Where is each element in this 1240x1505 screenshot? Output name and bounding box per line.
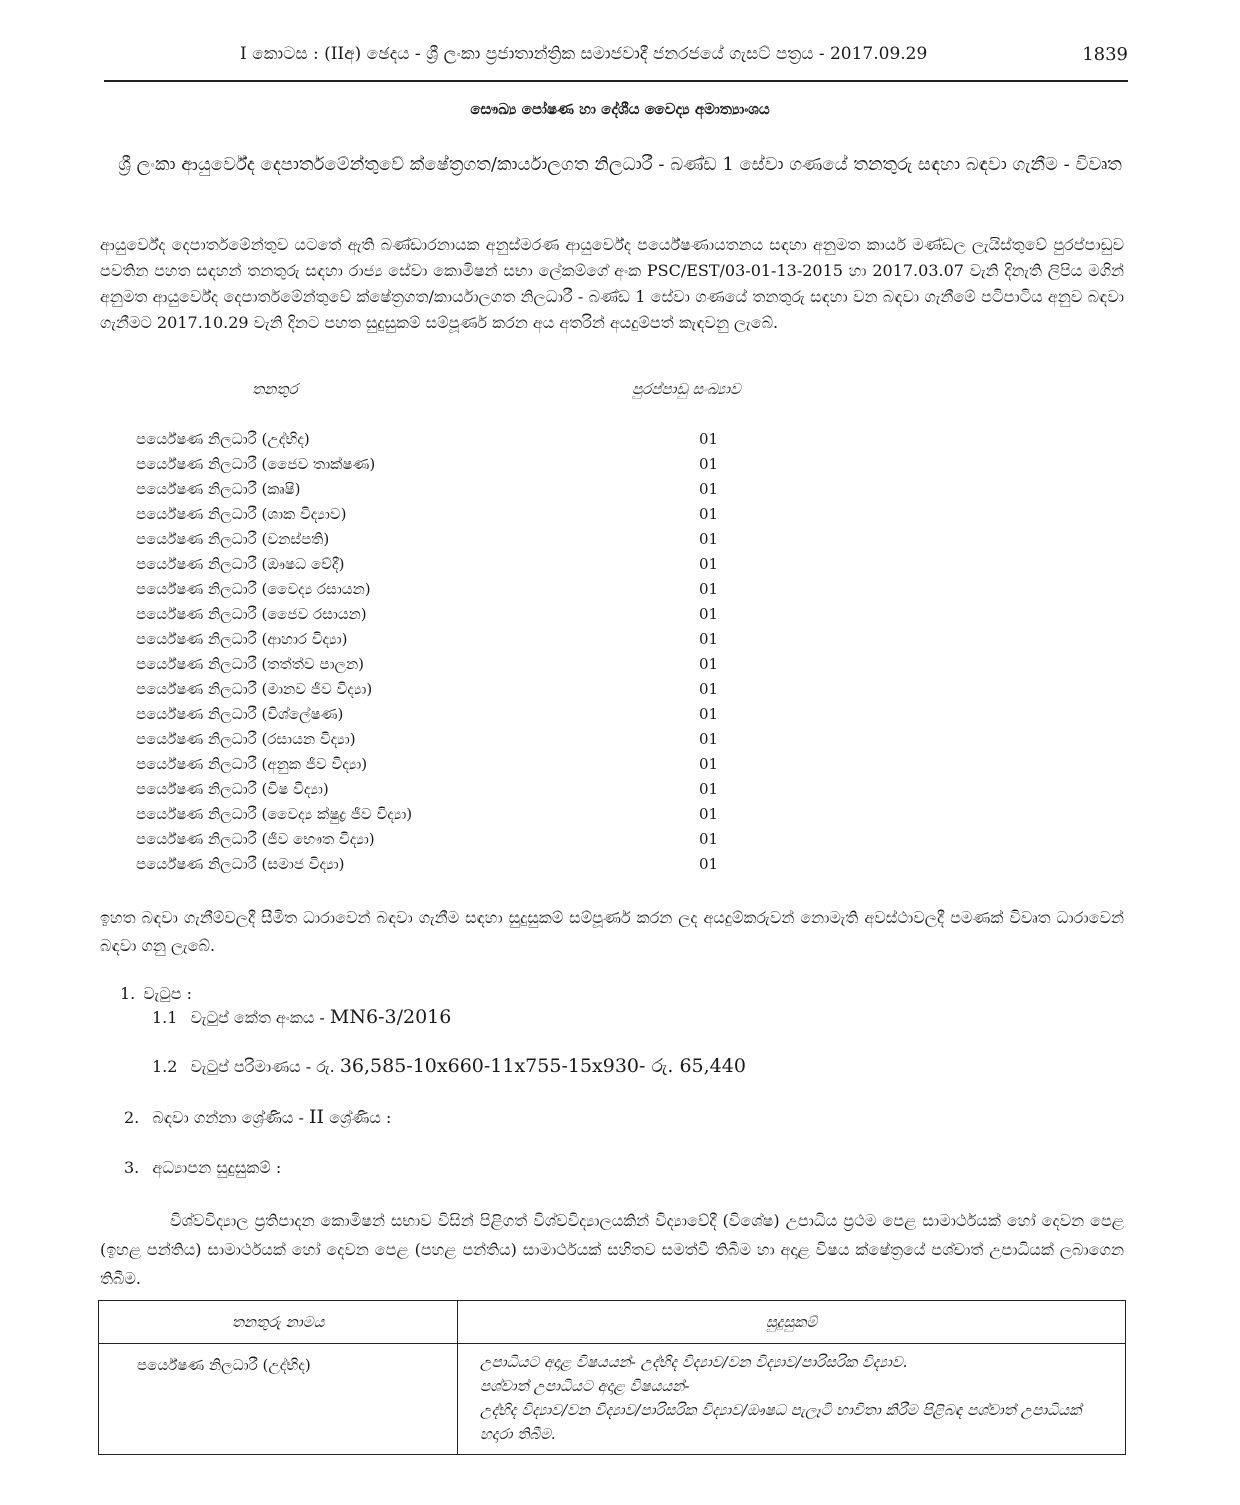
post-name: පර්යේෂණ නිලධාරී (උද්භිද) xyxy=(136,430,310,448)
post-name: පර්යේෂණ නිලධාරී (මානව ජීව විද්‍යා) xyxy=(136,680,373,698)
vacancy-count: 01 xyxy=(699,855,719,873)
open-stream-note: ඉහත බඳවා ගැනීම්වලදී සීමිත ධාරාවෙන් බඳවා ගැනීම සඳහා සුදුසුකම් සම්පූර්ණ කරන ලද අයදුම්කරුවන් නොමැති අවස්ථාවලදී පමණක් විවෘත ධාරාවෙන් බඳවා ගනු ලැබේ. xyxy=(100,908,1124,955)
list-item xyxy=(136,755,756,780)
post-name: පර්යේෂණ නිලධාරී (ශාක විද්‍යාව) xyxy=(136,505,347,523)
list-item xyxy=(136,455,756,480)
vacancy-count: 01 xyxy=(699,655,719,673)
section-number: 3. xyxy=(124,1158,140,1177)
section-number: 1. xyxy=(120,984,136,1003)
vacancy-count: 01 xyxy=(699,555,719,573)
vacancy-count: 01 xyxy=(699,430,719,448)
post-name: පර්යේෂණ නිලධාරී (ඖෂධ වේදී) xyxy=(136,555,345,573)
section-education xyxy=(124,1158,281,1178)
post-name: පර්යේෂණ නිලධාරී (ජෛව රසායන) xyxy=(136,605,367,623)
section-number: 2. xyxy=(124,1108,140,1127)
salary-code-value: MN6-3/2016 xyxy=(329,1006,452,1028)
list-item xyxy=(136,680,756,705)
post-name: පර්යේෂණ නිලධාරී (කෘෂි) xyxy=(136,480,301,498)
list-item xyxy=(136,580,756,605)
list-item xyxy=(136,530,756,555)
section-label: වැටුප : xyxy=(143,984,193,1003)
vacancy-count: 01 xyxy=(699,530,719,548)
post-list xyxy=(136,430,756,880)
grade-suffix: ශ්‍රේණිය : xyxy=(329,1108,392,1127)
vacancy-count: 01 xyxy=(699,780,719,798)
section-number: 1.1 xyxy=(152,1008,178,1027)
list-item xyxy=(136,705,756,730)
page-number: 1839 xyxy=(1082,44,1128,65)
table-cell-post: පර්යේෂණ නිලධාරී (උද්භිද) xyxy=(99,1344,458,1455)
vacancy-count: 01 xyxy=(699,755,719,773)
header-title: I කොටස : (IIඅ) ඡෙදය - ශ්‍රී ලංකා ප්‍රජාතාන්ත්‍රික සමාජවාදී ජනරජයේ ගැසට් පත්‍රය - 2017.09.29 xyxy=(240,44,928,64)
salary-scale-value: 36,585-10x660-11x755-15x930- රු. 65,440 xyxy=(339,1055,746,1077)
post-name: පර්යේෂණ නිලධාරී (විෂ විද්‍යා) xyxy=(136,780,329,798)
table-header-post: තනතුරු නාමය xyxy=(99,1301,458,1344)
table-row xyxy=(99,1344,1126,1455)
list-item xyxy=(136,630,756,655)
post-name: පර්යේෂණ නිලධාරී (අනුක ජීව විද්‍යා) xyxy=(136,755,368,773)
post-name: පර්යේෂණ නිලධාරී (වෛද්‍ය ක්ෂුද්‍ර ජීව විද්‍යා) xyxy=(136,805,413,823)
post-name: පර්යේෂණ නිලධාරී (ආහාර විද්‍යා) xyxy=(136,630,348,648)
section-label: බඳවා ගන්නා ශ්‍රේණිය - xyxy=(152,1108,304,1127)
list-item xyxy=(136,480,756,505)
section-grade xyxy=(124,1106,391,1128)
qualification-postgrad-heading: පශ්චාත් උපාධියට අදාළ විෂයයන්- xyxy=(480,1377,690,1395)
post-name: පර්යේෂණ නිලධාරී (ජෛව තාක්ෂණ) xyxy=(136,455,376,473)
intro-paragraph: ආයුර්වේද දෙපාර්තමේන්තුව යටතේ ඇති බණ්ඩාරනායක අනුස්මරණ ආයුර්වේද පර්යේෂණායතනය සඳහා අනුමත කාර්ය මණ්ඩල ලැයිස්තුවේ පුරප්පාඩුව පවතින පහත සඳහන් තනතුරු සඳහා රාජ්‍ය සේවා කොමිෂන් සභා ලේකම්ගේ අංක PSC/EST/03-01-13-2015 හා 2017.03.07 වැනි දිනැති ලිපිය මගින් අනුමත ආයුර්වේද දෙපාර්තමේන්තුවේ ක්ෂේත්‍රගත/කාර්යාලගත නිලධාරී - බණ්ඩ 1 සේවා ගණයේ තනතුරු සඳහා වන බඳවා ගැනීමේ පටිපාටිය අනුව බඳවා ගැනීමට 2017.10.29 වැනි දිනට පහත සුදුසුකම් සම්පූර්ණ කරන අය අතරින් අයදුම්පත් කැඳවනු ලැබේ. xyxy=(100,235,1124,332)
page-header xyxy=(104,44,1128,80)
section-number: 1.2 xyxy=(152,1057,178,1076)
vacancy-count: 01 xyxy=(699,830,719,848)
vacancy-count: 01 xyxy=(699,705,719,723)
notice-title: ශ්‍රී ලංකා ආයුර්වේද දෙපාර්තමේන්තුවේ ක්ෂේත්‍රගත/කාර්යාලගත නිලධාරී - බණ්ඩ 1 සේවා ගණයේ තනතුරු සඳහා බඳවා ගැනීම - විවෘත xyxy=(118,154,1122,175)
section-label: අධ්‍යාපන සුදුසුකම් : xyxy=(152,1158,282,1177)
vacancy-count: 01 xyxy=(699,630,719,648)
qualification-degree-subjects: උපාධියට අදාළ විෂයයන්- උද්භිද විද්‍යාව/වන විද්‍යාව/පාරිසරික විද්‍යාව. xyxy=(480,1353,908,1371)
section-salary-scale xyxy=(152,1055,746,1077)
vacancy-count: 01 xyxy=(699,605,719,623)
table-cell-qualification xyxy=(458,1344,1126,1455)
ministry-heading: සෞඛ්‍ය පෝෂණ හා දේශීය වෛද්‍ය අමාත්‍යාංශය xyxy=(470,100,770,118)
list-item xyxy=(136,655,756,680)
list-item xyxy=(136,805,756,830)
list-item xyxy=(136,830,756,855)
education-requirement: විශ්වවිද්‍යාල ප්‍රතිපාදන කොමිෂන් සභාව විසින් පිළිගත් විශ්වවිද්‍යාලයකින් විද්‍යාවේදී (විශේෂ) උපාධිය ප්‍රථම පෙළ සාමාර්ථයක් හෝ දෙවන පෙළ (ඉහළ පන්තිය) සාමාර්ථයක් හෝ දෙවන පෙළ (පහළ පන්තිය) සාමාර්ථයක් සහිතව සමත්වී තිබීම හා අදාළ විෂය ක්ෂේත්‍රයේ පශ්චාත් උපාධියක් ලබාගෙන තිබීම. xyxy=(100,1211,1124,1288)
header-divider xyxy=(104,80,1128,82)
post-name: පර්යේෂණ නිලධාරී (වනස්පති) xyxy=(136,530,330,548)
column-header-vacancies: පුරප්පාඩු සංඛ්‍යාව xyxy=(632,380,741,398)
list-item xyxy=(136,855,756,880)
vacancy-count: 01 xyxy=(699,505,719,523)
list-item xyxy=(136,730,756,755)
section-salary-code xyxy=(152,1006,451,1028)
qualifications-table xyxy=(98,1300,1126,1455)
vacancy-count: 01 xyxy=(699,455,719,473)
grade-value: II xyxy=(308,1106,324,1128)
vacancy-count: 01 xyxy=(699,480,719,498)
table-header-qualification: සුදුසුකම් xyxy=(458,1301,1126,1344)
section-label: වැටුප් කේත අංකය - xyxy=(190,1008,325,1027)
list-item xyxy=(136,555,756,580)
list-item xyxy=(136,780,756,805)
post-name: පර්යේෂණ නිලධාරී (සමාජ විද්‍යා) xyxy=(136,855,345,873)
table-header-row xyxy=(99,1301,1126,1344)
column-header-post: තනතුර xyxy=(252,380,298,398)
post-name: පර්යේෂණ නිලධාරී (ජීව භෞත විද්‍යා) xyxy=(136,830,375,848)
post-name: පර්යේෂණ නිලධාරී (තත්ත්ව පාලන) xyxy=(136,655,364,673)
section-label: වැටුප් පරිමාණය - රු. xyxy=(190,1057,335,1076)
list-item xyxy=(136,430,756,455)
qualification-postgrad-subjects: උද්භිද විද්‍යාව/වන විද්‍යාව/පාරිසරික විද්‍යාව/ඖෂධ පැලෑටි භාවිතා කිරීම පිළිබඳ පශ්චාත් උපාධියක් හදාරා තිබීම. xyxy=(480,1401,1082,1443)
vacancy-count: 01 xyxy=(699,730,719,748)
post-name: පර්යේෂණ නිලධාරී (විශ්ලේෂණ) xyxy=(136,705,344,723)
list-item xyxy=(136,505,756,530)
vacancy-count: 01 xyxy=(699,805,719,823)
section-salary xyxy=(120,984,192,1004)
vacancy-count: 01 xyxy=(699,580,719,598)
post-name: පර්යේෂණ නිලධාරී (රසායන විද්‍යා) xyxy=(136,730,356,748)
post-name: පර්යේෂණ නිලධාරී (වෛද්‍ය රසායන) xyxy=(136,580,371,598)
list-item xyxy=(136,605,756,630)
vacancy-count: 01 xyxy=(699,680,719,698)
